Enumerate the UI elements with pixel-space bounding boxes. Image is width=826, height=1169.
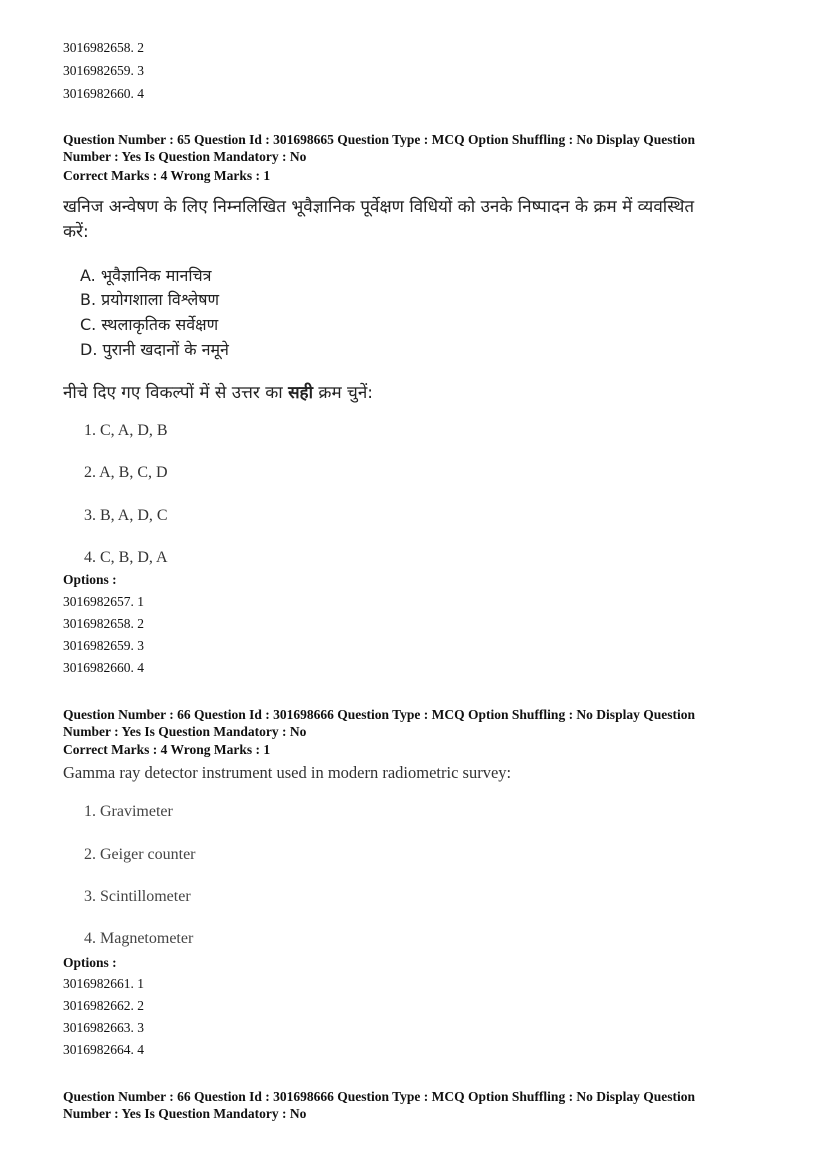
option-code: 3016982660. 4 <box>63 660 144 675</box>
q65-choice: 4. C, B, D, A <box>84 549 168 566</box>
option-code: 3016982663. 3 <box>63 1020 144 1035</box>
q65-options-label: Options : <box>63 572 117 587</box>
q66-repeat-header-line1: Question Number : 66 Question Id : 301698666 Question Type : MCQ Option Shuffling : No Display Question <box>63 1089 695 1104</box>
q65-header-line1: Question Number : 65 Question Id : 301698665 Question Type : MCQ Option Shuffling : No Display Question <box>63 132 695 147</box>
q66-marks: Correct Marks : 4 Wrong Marks : 1 <box>63 742 271 757</box>
q65-instruction-part: क्रम चुनें: <box>313 383 373 403</box>
option-code: 3016982662. 2 <box>63 998 144 1013</box>
option-code: 3016982657. 1 <box>63 594 144 609</box>
q65-choice: 3. B, A, D, C <box>84 507 168 524</box>
q65-statement: D. पुरानी खदानों के नमूने <box>80 340 229 359</box>
q66-choice: 2. Geiger counter <box>84 846 196 863</box>
q65-question-text-line2: करें: <box>63 222 89 242</box>
option-code: 3016982658. 2 <box>63 40 144 55</box>
q65-instruction-part: नीचे दिए गए विकल्पों में से उत्तर का <box>63 383 289 403</box>
option-code: 3016982660. 4 <box>63 86 144 101</box>
q65-statement: A. भूवैज्ञानिक मानचित्र <box>80 266 212 285</box>
q65-question-text-line1: खनिज अन्वेषण के लिए निम्नलिखित भूवैज्ञानिक पूर्वेक्षण विधियों को उनके निष्पादन के क्रम में व्यवस्थित <box>63 197 695 217</box>
option-code: 3016982661. 1 <box>63 976 144 991</box>
q66-choice: 4. Magnetometer <box>84 930 194 947</box>
q66-question-text: Gamma ray detector instrument used in modern radiometric survey: <box>63 763 512 782</box>
option-code: 3016982659. 3 <box>63 638 144 653</box>
q66-header-line1: Question Number : 66 Question Id : 301698666 Question Type : MCQ Option Shuffling : No Display Question <box>63 707 695 722</box>
q65-statement: B. प्रयोगशाला विश्लेषण <box>80 290 220 309</box>
option-code: 3016982658. 2 <box>63 616 144 631</box>
option-code: 3016982659. 3 <box>63 63 144 78</box>
option-code: 3016982664. 4 <box>63 1042 144 1057</box>
q66-repeat-header-line2: Number : Yes Is Question Mandatory : No <box>63 1106 307 1121</box>
q65-header-line2: Number : Yes Is Question Mandatory : No <box>63 149 307 164</box>
q66-options-label: Options : <box>63 955 117 970</box>
q65-marks: Correct Marks : 4 Wrong Marks : 1 <box>63 168 271 183</box>
q65-choice: 2. A, B, C, D <box>84 464 168 481</box>
q65-instruction-emphasis: सही <box>288 383 313 403</box>
q65-statement: C. स्थलाकृतिक सर्वेक्षण <box>80 315 219 334</box>
q66-header-line2: Number : Yes Is Question Mandatory : No <box>63 724 307 739</box>
q65-choice: 1. C, A, D, B <box>84 422 168 439</box>
q65-instruction <box>63 380 373 403</box>
q66-choice: 1. Gravimeter <box>84 803 173 820</box>
q66-choice: 3. Scintillometer <box>84 888 191 905</box>
